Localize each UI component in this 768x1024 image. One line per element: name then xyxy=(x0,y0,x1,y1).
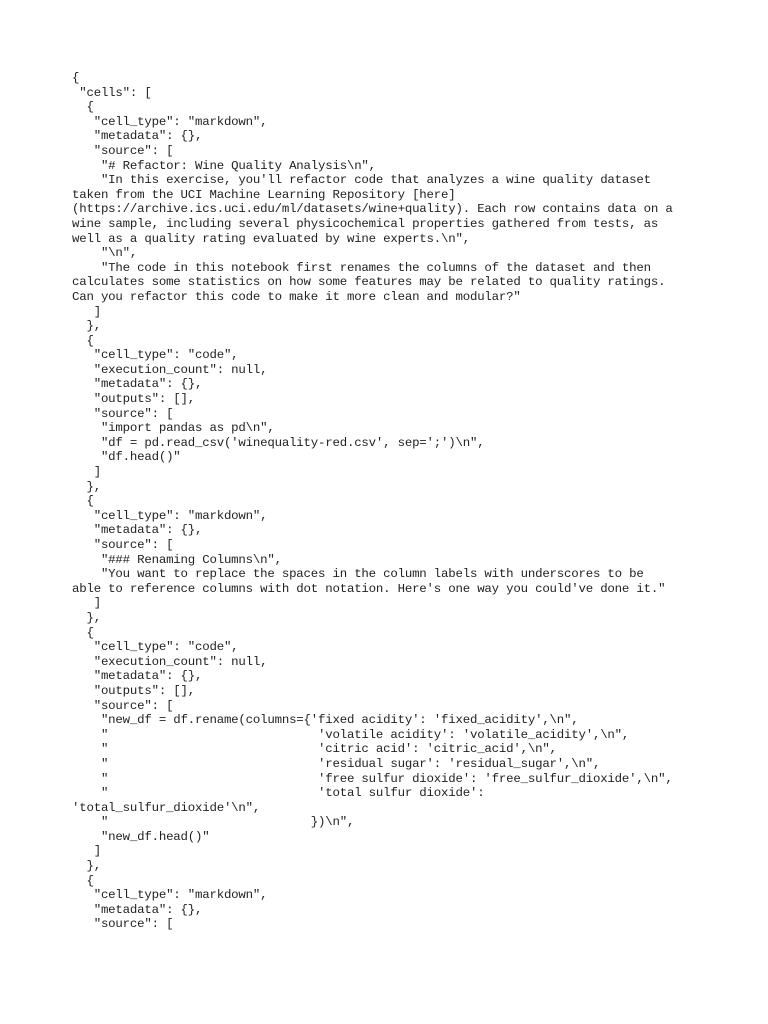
text-line: "cell_type": "markdown", xyxy=(72,114,268,129)
text-line: "\n", xyxy=(72,246,138,261)
text-line: }, xyxy=(72,610,101,625)
text-line: "In this exercise, you'll refactor code that analyzes a wine quality dataset xyxy=(72,173,651,188)
text-line: taken from the UCI Machine Learning Repository [here] xyxy=(72,187,456,202)
text-line: { xyxy=(72,625,94,640)
text-line: "The code in this notebook first renames the columns of the dataset and then xyxy=(72,260,651,275)
text-line: "metadata": {}, xyxy=(72,902,203,917)
text-line: "### Renaming Columns\n", xyxy=(72,552,282,567)
text-line: Can you refactor this code to make it more clean and modular?" xyxy=(72,289,521,304)
text-line: calculates some statistics on how some features may be related to quality ratings. xyxy=(72,275,666,290)
text-line: "source": [ xyxy=(72,538,174,552)
text-line: "metadata": {}, xyxy=(72,669,203,684)
text-line: "source": [ xyxy=(72,917,174,932)
text-line: " })\n", xyxy=(72,815,355,830)
text-line: "source": [ xyxy=(72,406,174,421)
text-line: "import pandas as pd\n", xyxy=(72,421,275,436)
text-line: "execution_count": null, xyxy=(72,362,268,377)
text-line: }, xyxy=(72,319,101,334)
text-line: "metadata": {}, xyxy=(72,377,203,392)
text-line: }, xyxy=(72,859,101,874)
text-line: " 'citric acid': 'citric_acid',\n", xyxy=(72,742,557,757)
text-line: }, xyxy=(72,479,101,494)
text-line: "df = pd.read_csv('winequality-red.csv', sep=';')\n", xyxy=(72,435,485,450)
text-line: well as a quality rating evaluated by wine experts.\n", xyxy=(72,231,470,246)
text-line: "outputs": [], xyxy=(72,683,196,698)
text-line: { xyxy=(72,71,80,85)
text-line: (https://archive.ics.uci.edu/ml/datasets/wine+quality). Each row contains data on a xyxy=(72,202,673,217)
text-line: ] xyxy=(72,596,101,611)
text-line: " 'free sulfur dioxide': 'free_sulfur_dioxide',\n", xyxy=(72,771,673,786)
text-line: { xyxy=(72,100,94,115)
text-line: ] xyxy=(72,304,101,319)
text-line: "execution_count": null, xyxy=(72,654,268,669)
text-line: { xyxy=(72,494,94,509)
text-line: able to reference columns with dot notation. Here's one way you could've done it." xyxy=(72,581,666,596)
text-line: ] xyxy=(72,465,101,480)
text-line: "cell_type": "markdown", xyxy=(72,888,268,903)
text-line: "cells": [ xyxy=(72,85,152,100)
text-line: " 'residual sugar': 'residual_sugar',\n", xyxy=(72,756,601,771)
text-line: "new_df.head()" xyxy=(72,829,210,844)
text-line: "source": [ xyxy=(72,698,174,713)
text-line: ] xyxy=(72,844,101,859)
text-line: "metadata": {}, xyxy=(72,129,203,144)
text-line: { xyxy=(72,873,94,888)
text-line: "source": [ xyxy=(72,143,174,158)
text-line: 'total_sulfur_dioxide'\n", xyxy=(72,800,261,815)
text-line: "outputs": [], xyxy=(72,392,196,407)
text-line: wine sample, including several physicochemical properties gathered from tests, as xyxy=(72,216,659,231)
text-line: " 'total sulfur dioxide': xyxy=(72,786,485,801)
text-line: "cell_type": "markdown", xyxy=(72,508,268,523)
text-line: "df.head()" xyxy=(72,450,181,465)
text-line: " 'volatile acidity': 'volatile_acidity',\n", xyxy=(72,727,630,742)
text-line: "cell_type": "code", xyxy=(72,640,239,655)
notebook-json-text xyxy=(72,71,712,932)
text-line: "# Refactor: Wine Quality Analysis\n", xyxy=(72,158,376,173)
text-line: "You want to replace the spaces in the column labels with underscores to be xyxy=(72,567,644,582)
text-line: "cell_type": "code", xyxy=(72,348,239,363)
text-line: { xyxy=(72,333,94,348)
text-line: "new_df = df.rename(columns={'fixed acidity': 'fixed_acidity',\n", xyxy=(72,713,579,728)
text-line: "metadata": {}, xyxy=(72,523,203,538)
